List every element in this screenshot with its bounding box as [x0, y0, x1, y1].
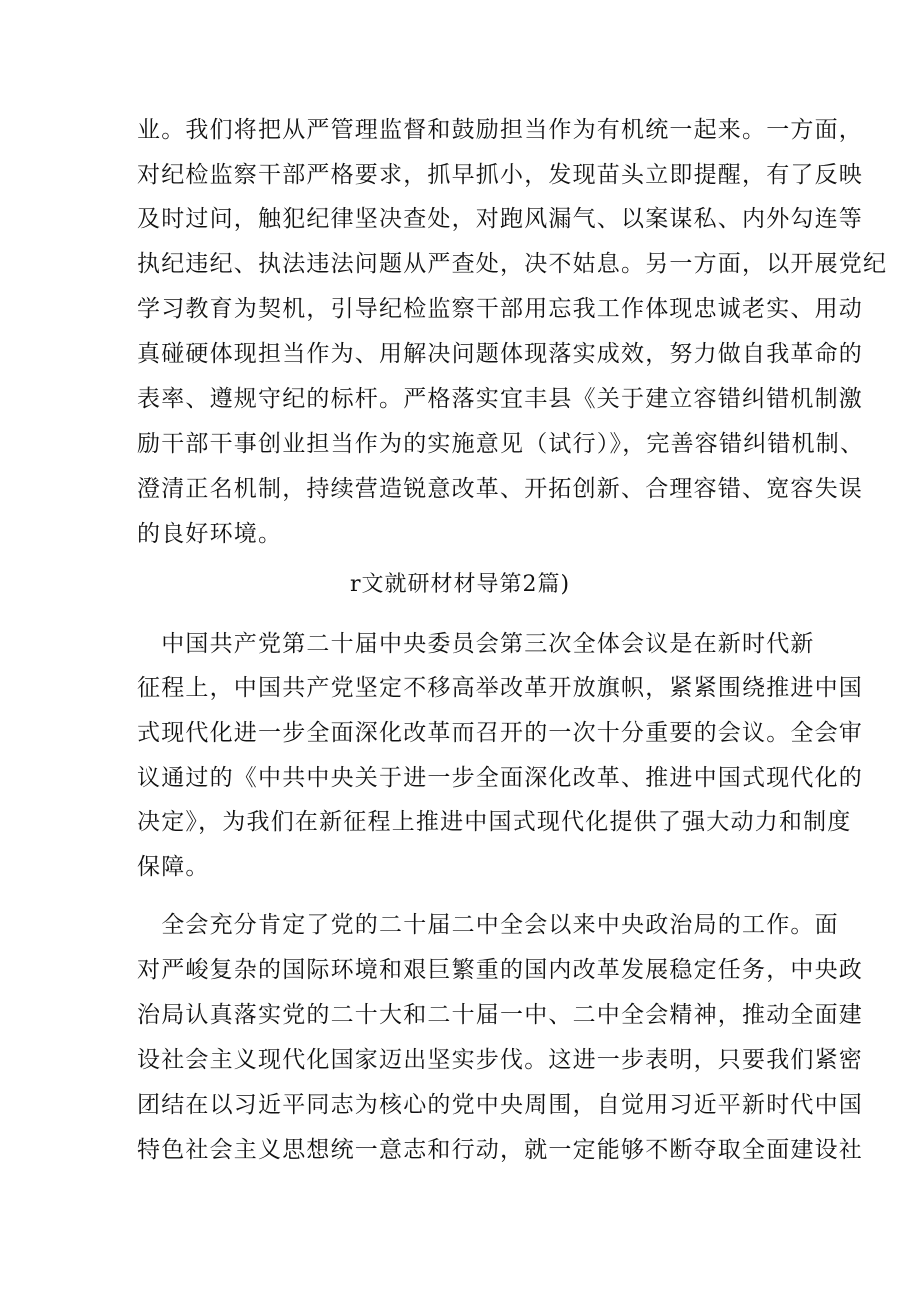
text-line: 学习教育为契机，引导纪检监察干部用忘我工作体现忠诚老实、用动 [137, 296, 863, 322]
text-line: 征程上，中国共产党坚定不移高举改革开放旗帜，紧紧围绕推进中国 [137, 675, 863, 701]
text-line: 治局认真落实党的二十大和二十届一中、二中全会精神，推动全面建 [137, 1002, 863, 1028]
text-line: 对纪检监察干部严格要求，抓早抓小，发现苗头立即提醒，有了反映 [137, 162, 863, 188]
text-line: 中国共产党第二十届中央委员会第三次全体会议是在新时代新 [137, 631, 815, 657]
text-line: 式现代化进一步全面深化改革而召开的一次十分重要的会议。全会审 [137, 720, 863, 746]
text-line: 及时过问，触犯纪律坚决查处，对跑风漏气、以案谋私、内外勾连等 [137, 206, 863, 232]
text-line: 团结在以习近平同志为核心的党中央周围，自觉用习近平新时代中国 [137, 1092, 863, 1118]
text-line: 保障。 [137, 854, 210, 880]
text-line: 的良好环境。 [137, 521, 283, 547]
text-line: 业。我们将把从严管理监督和鼓励担当作为有机统一起来。一方面， [137, 117, 863, 143]
text-line: 全会充分肯定了党的二十届二中全会以来中央政治局的工作。面 [137, 912, 839, 938]
text-line: 决定》，为我们在新征程上推进中国式现代化提供了强大动力和制度 [137, 809, 852, 835]
section-heading: r文就研材材导第2篇) [349, 572, 571, 597]
text-line: 特色社会主义思想统一意志和行动，就一定能够不断夺取全面建设社 [137, 1137, 863, 1163]
text-line: 设社会主义现代化国家迈出坚实步伐。这进一步表明，只要我们紧密 [137, 1047, 863, 1073]
text-line: 真碰硬体现担当作为、用解决问题体现落实成效，努力做自我革命的 [137, 341, 863, 367]
text-line: 表率、遵规守纪的标杆。严格落实宜丰县《关于建立容错纠错机制激 [137, 386, 863, 412]
text-line: 励干部干事创业担当作为的实施意见（试行）》，完善容错纠错机制、 [137, 431, 865, 457]
text-line: 议通过的《中共中央关于进一步全面深化改革、推进中国式现代化的 [137, 765, 863, 791]
text-line: 对严峻复杂的国际环境和艰巨繁重的国内改革发展稳定任务，中央政 [137, 957, 863, 983]
text-line: 执纪违纪、执法违法问题从严查处，决不姑息。另一方面，以开展党纪 [137, 251, 888, 277]
text-line: 澄清正名机制，持续营造锐意改革、开拓创新、合理容错、宽容失误 [137, 476, 863, 502]
